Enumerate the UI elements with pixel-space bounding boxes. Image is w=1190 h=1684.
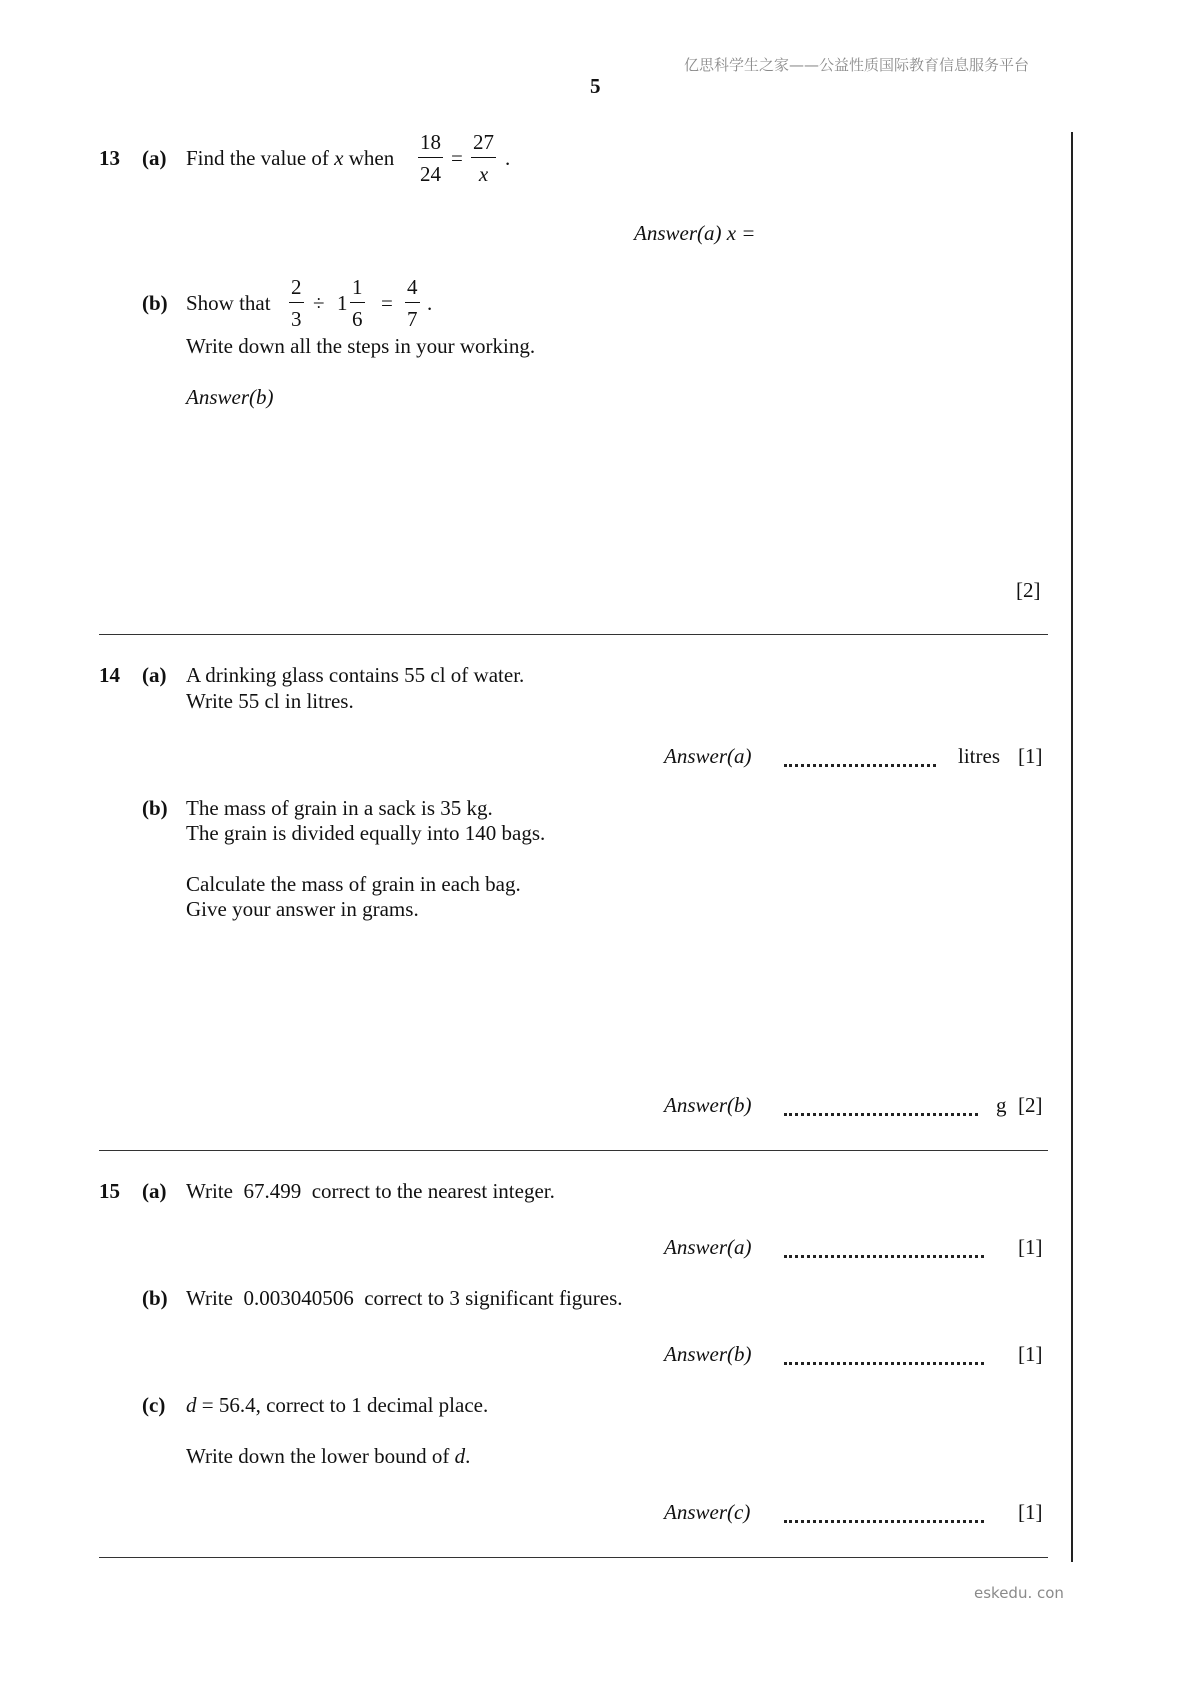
question-text: The mass of grain in a sack is 35 kg. <box>186 796 493 820</box>
part-label: (c) <box>142 1393 166 1417</box>
divide-sign: ÷ <box>313 291 325 315</box>
answer-label: Answer(b) <box>664 1342 752 1366</box>
page-number: 5 <box>590 74 601 98</box>
question-text: Calculate the mass of grain in each bag. <box>186 872 521 896</box>
fraction-1-6: $\frac{1}{6}$ <box>352 275 363 331</box>
section-divider <box>99 634 1048 635</box>
question-number: 14 <box>99 663 120 687</box>
question-text: Find the value of x when <box>186 146 395 170</box>
question-text: Write 55 cl in litres. <box>186 689 354 713</box>
answer-line[interactable] <box>784 764 936 767</box>
answer-label: Answer(a) x = <box>634 221 756 245</box>
question-text: Give your answer in grams. <box>186 897 419 921</box>
question-text: d = 56.4, correct to 1 decimal place. <box>186 1393 489 1417</box>
answer-label: Answer(a) <box>664 1235 752 1259</box>
marks: [1] <box>1018 744 1043 768</box>
fraction-27-x: $\frac{27}{x}$ <box>473 130 494 186</box>
answer-line[interactable] <box>784 1113 978 1116</box>
whole-number: 1 <box>337 291 348 315</box>
fraction-4-7: $\frac{4}{7}$ <box>407 275 418 331</box>
margin-line <box>1071 132 1073 1562</box>
period: . <box>505 146 511 170</box>
question-text: A drinking glass contains 55 cl of water. <box>186 663 525 687</box>
equals-sign: = <box>381 291 393 315</box>
answer-label: Answer(b) <box>664 1093 752 1117</box>
part-label: (b) <box>142 1286 168 1310</box>
part-label: (b) <box>142 796 168 820</box>
question-text: Write down the lower bound of d. <box>186 1444 471 1468</box>
answer-label: Answer(a) <box>664 744 752 768</box>
unit-label: litres <box>958 744 1000 768</box>
answer-line[interactable] <box>784 1520 984 1523</box>
part-label: (a) <box>142 1179 167 1203</box>
answer-line[interactable] <box>784 1362 984 1365</box>
marks: [1] <box>1018 1342 1043 1366</box>
marks: [1] <box>1018 1235 1043 1259</box>
answer-label: Answer(c) <box>664 1500 751 1524</box>
question-text: Show that <box>186 291 271 315</box>
part-label: (b) <box>142 291 168 315</box>
marks: [2] <box>1016 578 1041 602</box>
question-text: Write 0.003040506 correct to 3 significant figures. <box>186 1286 623 1310</box>
equals-sign: = <box>451 146 463 170</box>
question-number: 15 <box>99 1179 120 1203</box>
period: . <box>427 291 433 315</box>
answer-line[interactable] <box>784 1255 984 1258</box>
marks: [2] <box>1018 1093 1043 1117</box>
header-watermark: 亿思科学生之家——公益性质国际教育信息服务平台 <box>684 56 1030 74</box>
footer-watermark: eskedu. con <box>974 1584 1064 1602</box>
section-divider <box>99 1557 1048 1558</box>
marks: [1] <box>1018 1500 1043 1524</box>
part-label: (a) <box>142 146 167 170</box>
question-text: Write down all the steps in your working. <box>186 334 536 358</box>
question-number: 13 <box>99 146 120 170</box>
question-text: The grain is divided equally into 140 bags. <box>186 821 546 845</box>
section-divider <box>99 1150 1048 1151</box>
fraction-18-24: $\frac{18}{24}$ <box>420 130 441 186</box>
part-label: (a) <box>142 663 167 687</box>
unit-label: g <box>996 1093 1007 1117</box>
answer-label: Answer(b) <box>186 385 274 409</box>
question-text: Write 67.499 correct to the nearest integer. <box>186 1179 555 1203</box>
fraction-2-3: $\frac{2}{3}$ <box>291 275 302 331</box>
